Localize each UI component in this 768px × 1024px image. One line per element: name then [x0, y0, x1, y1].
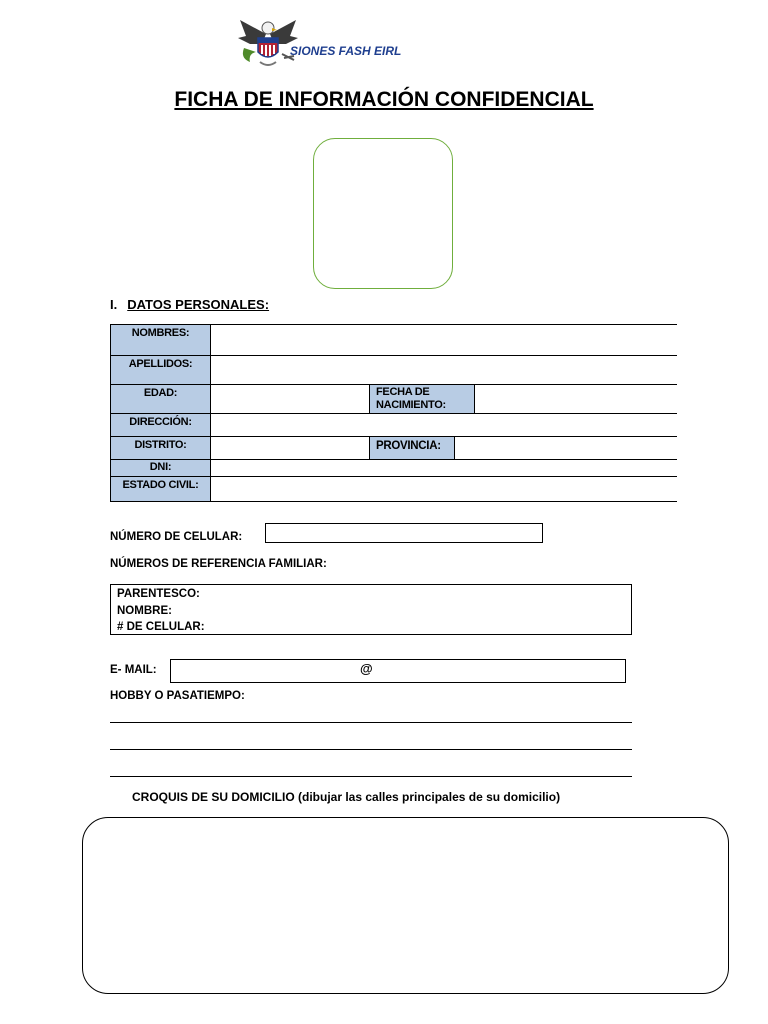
distrito-label: DISTRITO: [111, 437, 211, 460]
section-title: DATOS PERSONALES: [127, 297, 270, 312]
company-name: SIONES FASH EIRL [290, 44, 402, 58]
celular-label: NÚMERO DE CELULAR: [110, 531, 243, 543]
celular-input[interactable] [265, 523, 543, 543]
provincia-label: PROVINCIA: [370, 437, 455, 460]
apellidos-label: APELLIDOS: [111, 356, 211, 385]
fecha-nacimiento-field[interactable] [475, 385, 677, 414]
parentesco-label: PARENTESCO: [117, 588, 200, 600]
email-label: E- MAIL: [110, 664, 157, 676]
croquis-drawing-area[interactable] [82, 817, 729, 994]
hobby-label: HOBBY O PASATIEMPO: [110, 690, 245, 702]
direccion-label: DIRECCIÓN: [111, 414, 211, 437]
hobby-line[interactable] [110, 776, 632, 777]
nombres-label: NOMBRES: [111, 325, 211, 356]
estado-civil-label: ESTADO CIVIL: [111, 477, 211, 501]
apellidos-field[interactable] [211, 356, 677, 385]
edad-label: EDAD: [111, 385, 211, 414]
email-input[interactable] [170, 659, 626, 683]
page-title: FICHA DE INFORMACIÓN CONFIDENCIAL [174, 88, 594, 111]
direccion-field[interactable] [211, 414, 677, 437]
reference-box[interactable] [110, 584, 632, 635]
nombre-label: NOMBRE: [117, 604, 172, 617]
photo-box [313, 138, 453, 289]
personal-data-table [110, 324, 677, 502]
distrito-field[interactable] [211, 437, 370, 460]
section-heading [110, 297, 269, 312]
ref-celular-label: # DE CELULAR: [117, 621, 205, 633]
hobby-line[interactable] [110, 749, 632, 750]
email-at-sign: @ [360, 661, 373, 676]
dni-label: DNI: [111, 460, 211, 477]
croquis-label: CROQUIS DE SU DOMICILIO (dibujar las calles principales de su domicilio) [132, 790, 561, 804]
section-number: I. [110, 297, 118, 312]
edad-field[interactable] [211, 385, 370, 414]
fecha-nacimiento-label: FECHA DE NACIMIENTO: [370, 385, 475, 414]
nombres-field[interactable] [211, 325, 677, 356]
provincia-field[interactable] [455, 437, 677, 460]
hobby-line[interactable] [110, 722, 632, 723]
eagle-seal-icon [236, 14, 300, 70]
estado-civil-field[interactable] [211, 477, 677, 501]
dni-field[interactable] [211, 460, 677, 477]
referencia-label: NÚMEROS DE REFERENCIA FAMILIAR: [110, 558, 327, 570]
